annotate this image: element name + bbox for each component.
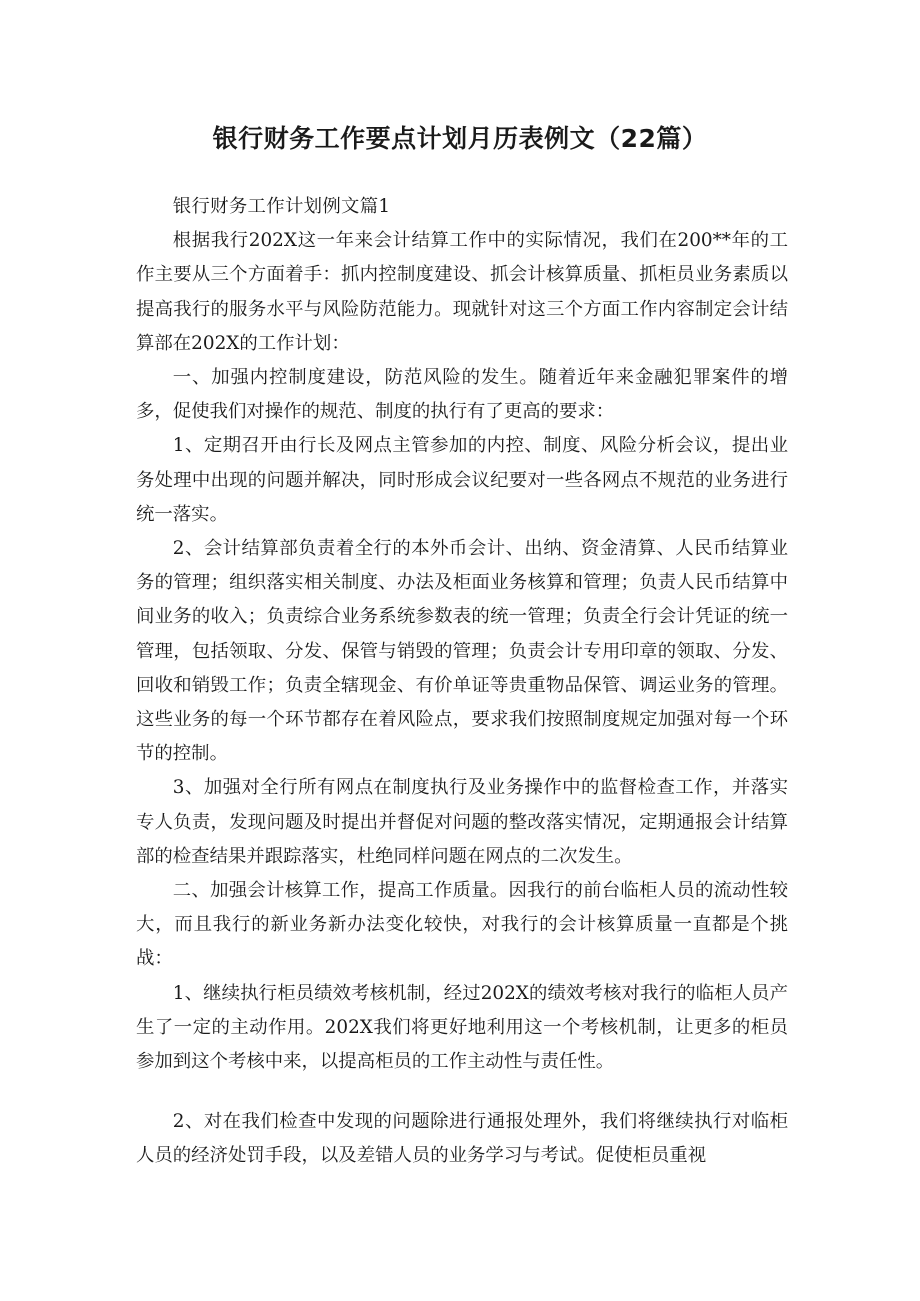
paragraph-item-2-2: 2、对在我们检查中发现的问题除进行通报处理外，我们将继续执行对临柜人员的经济处罚手段，以及差错人员的业务学习与考试。促使柜员重视 — [136, 1111, 788, 1167]
section-heading: 银行财务工作计划例文篇1 — [172, 196, 391, 217]
document-body — [136, 190, 788, 1174]
paragraph-section-1: 一、加强内控制度建设，防范风险的发生。随着近年来金融犯罪案件的增多，促使我们对操作的规范、制度的执行有了更高的要求： — [136, 367, 788, 423]
paragraph-item-1-1: 1、定期召开由行长及网点主管参加的内控、制度、风险分析会议，提出业务处理中出现的问题并解决，同时形成会议纪要对一些各网点不规范的业务进行统一落实。 — [136, 435, 788, 525]
paragraph-item-1-2: 2、会计结算部负责着全行的本外币会计、出纳、资金清算、人民币结算业务的管理；组织落实相关制度、办法及柜面业务核算和管理；负责人民币结算中间业务的收入；负责综合业务系统参数表的统一管理；负责全行会计凭证的统一管理，包括领取、分发、保管与销毁的管理；负责会计专用印章的领取、分发、回收和销毁工作；负责全辖现金、有价单证等贵重物品保管、调运业务的管理。这些业务的每一个环节都存在着风险点，要求我们按照制度规定加强对每一个环节的控制。 — [136, 538, 788, 765]
paragraph-intro: 根据我行202X这一年来会计结算工作中的实际情况，我们在200**年的工作主要从三个方面着手：抓内控制度建设、抓会计核算质量、抓柜员业务素质以提高我行的服务水平与风险防范能力。现就针对这三个方面工作内容制定会计结算部在202X的工作计划： — [136, 230, 788, 354]
document-title: 银行财务工作要点计划月历表例文（22篇） — [212, 124, 708, 153]
paragraph-item-2-1: 1、继续执行柜员绩效考核机制，经过202X的绩效考核对我行的临柜人员产生了一定的主动作用。202X我们将更好地利用这一个考核机制，让更多的柜员参加到这个考核中来，以提高柜员的工作主动性与责任性。 — [136, 982, 788, 1073]
paragraph-item-1-3: 3、加强对全行所有网点在制度执行及业务操作中的监督检查工作，并落实专人负责，发现问题及时提出并督促对问题的整改落实情况，定期通报会计结算部的检查结果并跟踪落实，杜绝同样问题在网点的二次发生。 — [136, 777, 788, 867]
paragraph-section-2: 二、加强会计核算工作，提高工作质量。因我行的前台临柜人员的流动性较大，而且我行的新业务新办法变化较快，对我行的会计核算质量一直都是个挑战： — [136, 880, 788, 970]
